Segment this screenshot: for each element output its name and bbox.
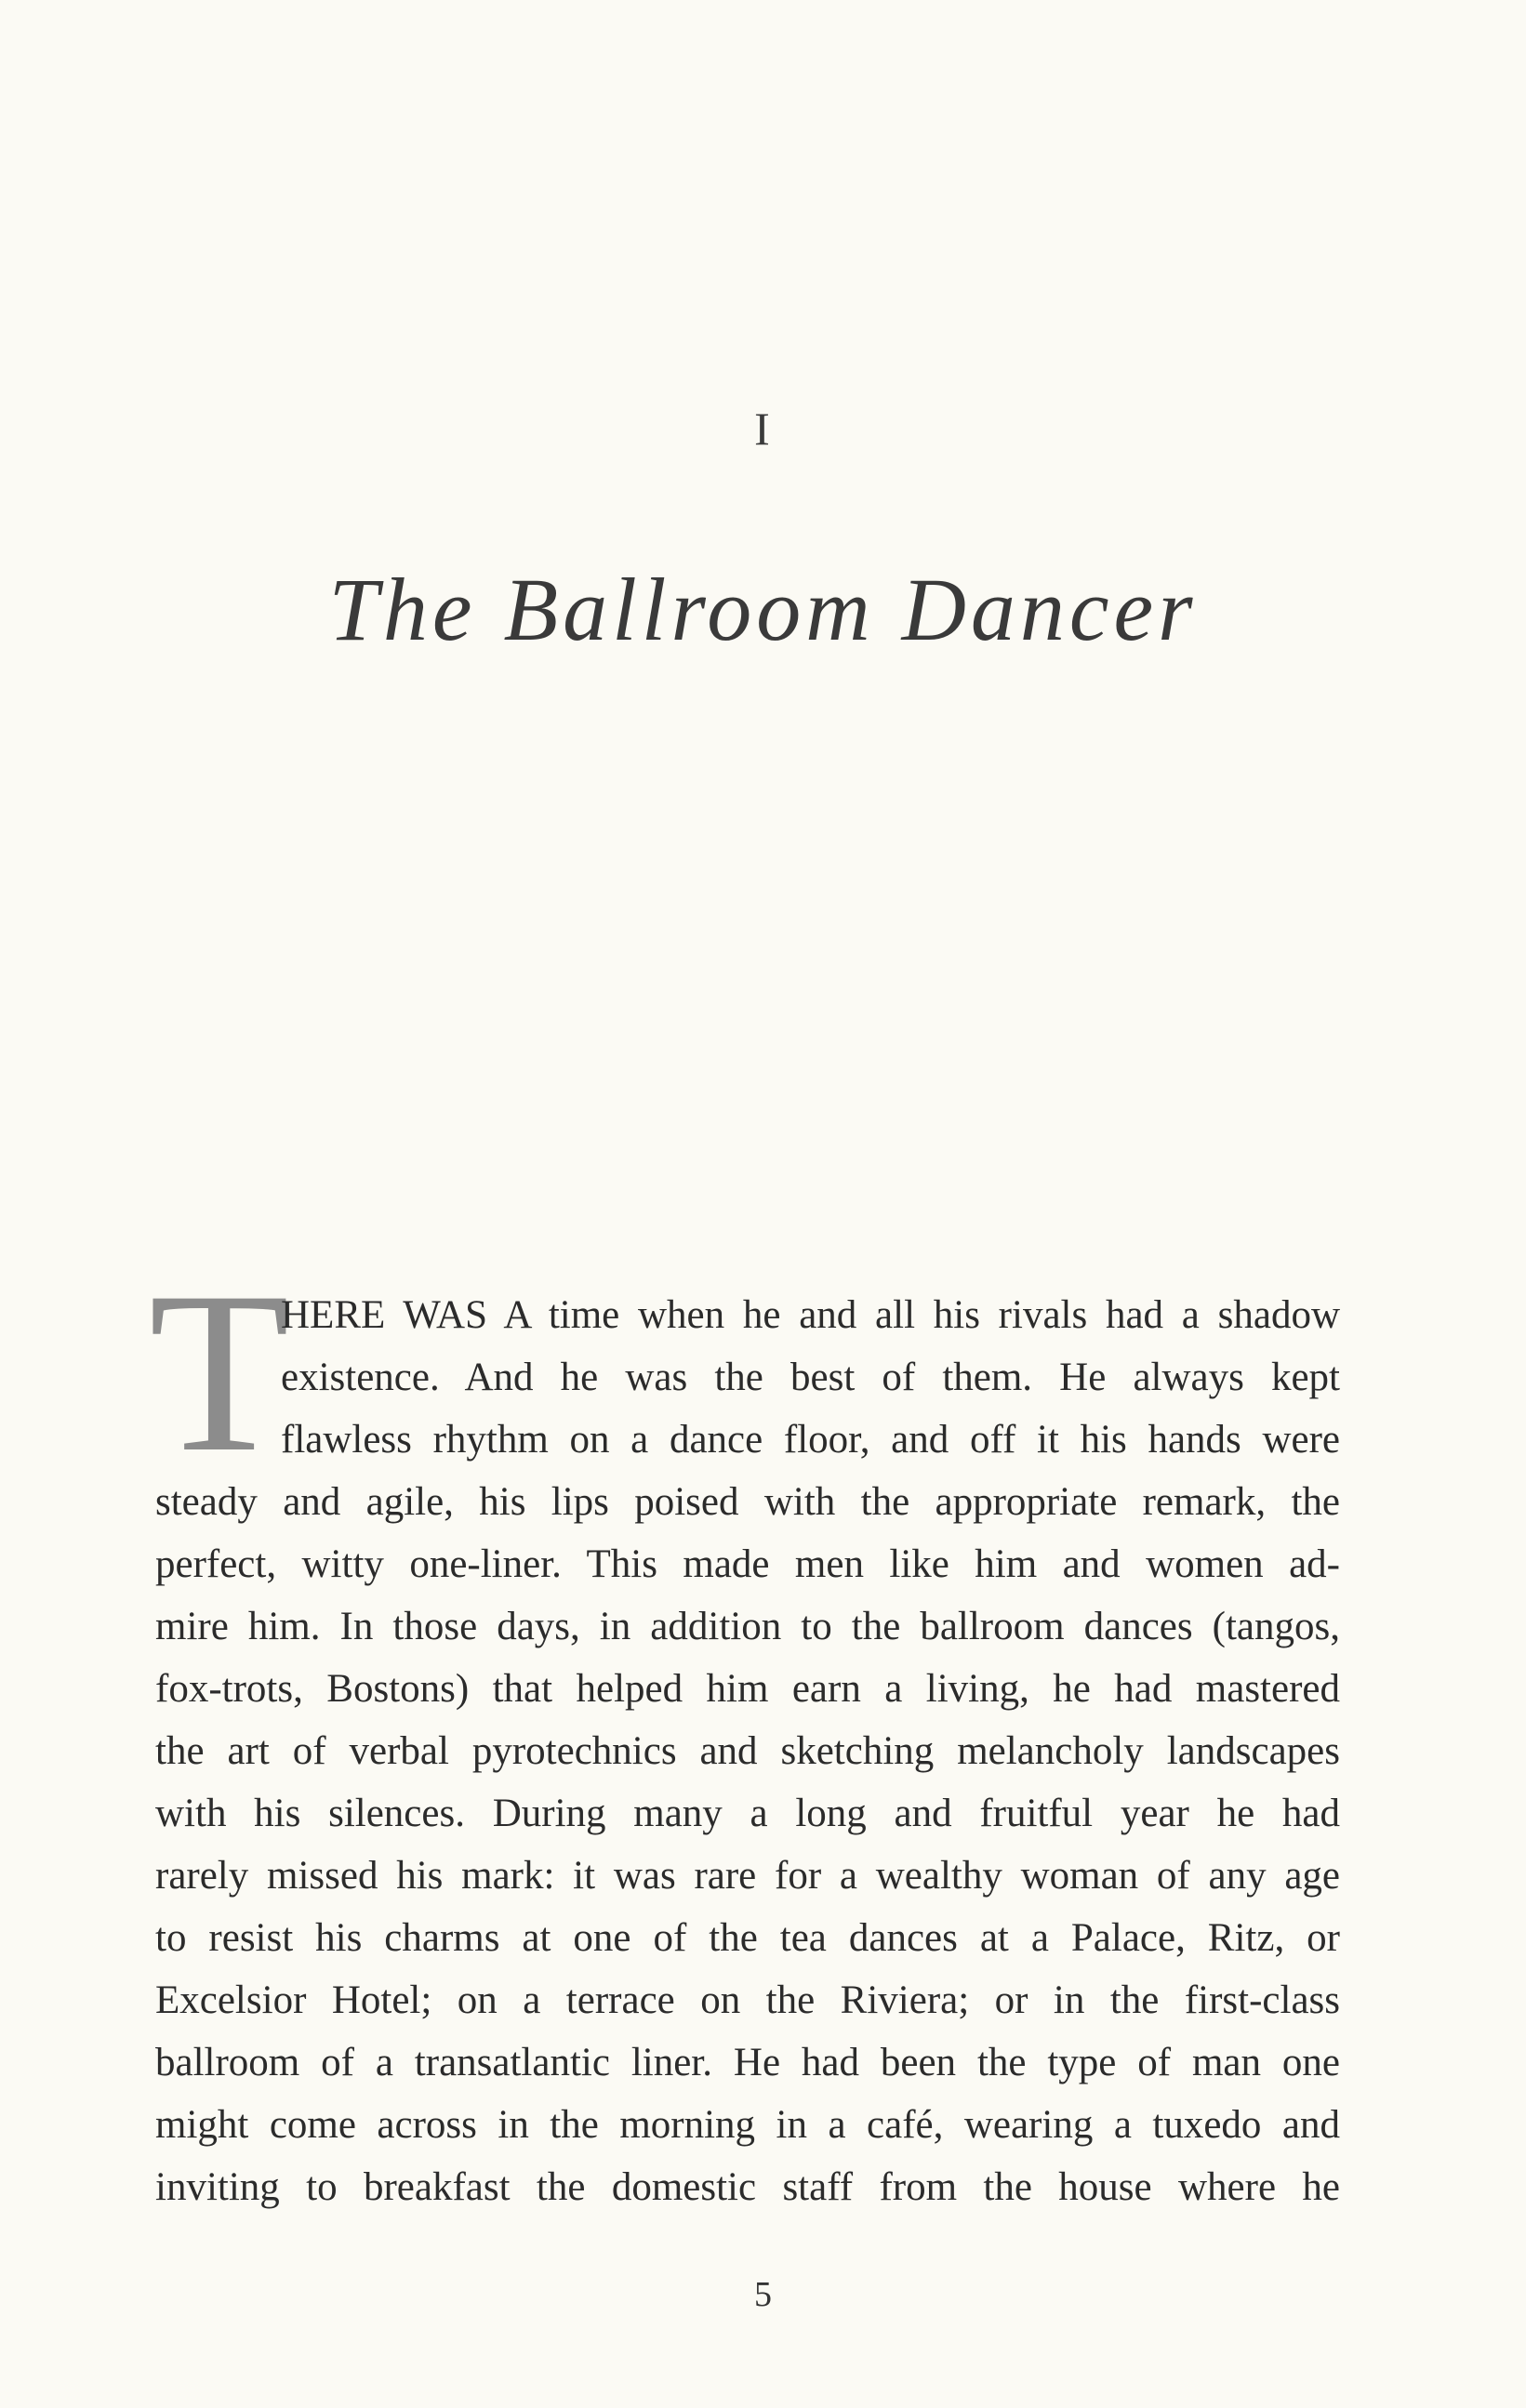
text-line: existence. And he was the best of them. He always kept bbox=[281, 1356, 1340, 1399]
text-line: inviting to breakfast the domestic staff from the house where he bbox=[155, 2165, 1340, 2209]
drop-cap: T bbox=[149, 1244, 290, 1500]
text-line: rarely missed his mark: it was rare for a wealthy woman of any age bbox=[155, 1854, 1340, 1898]
text-line: steady and agile, his lips poised with the appropriate remark, the bbox=[155, 1480, 1340, 1524]
text-line: mire him. In those days, in addition to the ballroom dances (tangos, bbox=[155, 1605, 1340, 1648]
chapter-number: I bbox=[754, 403, 772, 455]
page-number: 5 bbox=[754, 2275, 772, 2314]
text-line: flawless rhythm on a dance floor, and off it his hands were bbox=[281, 1418, 1340, 1462]
body-paragraph bbox=[155, 1284, 1340, 2218]
text-line: ballroom of a transatlantic liner. He had been the type of man one bbox=[155, 2041, 1340, 2084]
text-line: the art of verbal pyrotechnics and sketching melancholy landscapes bbox=[155, 1729, 1340, 1773]
chapter-title: The Ballroom Dancer bbox=[328, 560, 1198, 659]
text-line: HERE WAS A time when he and all his rivals had a shadow bbox=[281, 1293, 1340, 1337]
text-line: fox-trots, Bostons) that helped him earn a living, he had mastered bbox=[155, 1667, 1340, 1711]
text-line: might come across in the morning in a café, wearing a tuxedo and bbox=[155, 2103, 1340, 2147]
text-line: perfect, witty one-liner. This made men like him and women ad- bbox=[155, 1542, 1340, 1586]
text-line: Excelsior Hotel; on a terrace on the Riviera; or in the first-class bbox=[155, 1978, 1340, 2022]
text-line: with his silences. During many a long and fruitful year he had bbox=[155, 1792, 1340, 1835]
text-line: to resist his charms at one of the tea dances at a Palace, Ritz, or bbox=[155, 1916, 1340, 1960]
